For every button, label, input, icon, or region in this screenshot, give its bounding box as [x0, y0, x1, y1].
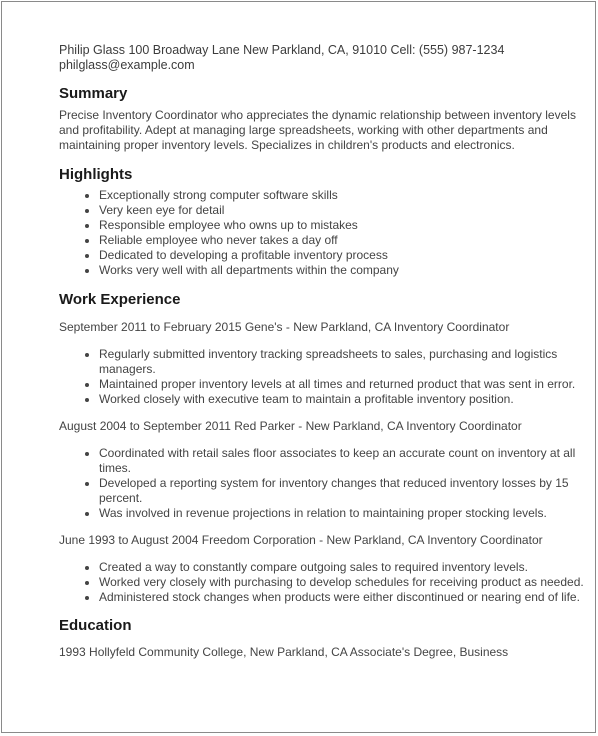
job-bullets [59, 347, 589, 407]
contact-email: philglass@example.com [59, 58, 195, 72]
work-heading: Work Experience [59, 291, 181, 308]
education-text: 1993 Hollyfeld Community College, New Parkland, CA Associate's Degree, Business [59, 645, 509, 659]
list-item: • Responsible employee who owns up to mistakes [99, 218, 589, 233]
contact-info [59, 43, 589, 73]
list-item: • Created a way to constantly compare outgoing sales to required inventory levels. [99, 560, 589, 575]
list-item: • Worked closely with executive team to maintain a profitable inventory position. [99, 392, 589, 407]
list-item: • Administered stock changes when products were either discontinued or nearing end of life. [99, 590, 589, 605]
resume-content [59, 43, 589, 660]
summary-text: Precise Inventory Coordinator who appreciates the dynamic relationship between inventory levels and profitability. Adept at managing large spreadsheets, working with other departments and maintaining proper inventory levels. Specializes in children's products and electronics. [59, 108, 576, 152]
job-header: September 2011 to February 2015 Gene's - New Parkland, CA Inventory Coordinator [59, 320, 510, 334]
resume-page [1, 1, 596, 733]
job-bullets [59, 560, 589, 605]
list-item: • Was involved in revenue projections in relation to maintaining proper stocking levels. [99, 506, 589, 521]
contact-line: Philip Glass 100 Broadway Lane New Parkland, CA, 91010 Cell: (555) 987-1234 [59, 43, 505, 57]
list-item: • Reliable employee who never takes a day off [99, 233, 589, 248]
list-item: • Regularly submitted inventory tracking spreadsheets to sales, purchasing and logistics managers. [99, 347, 589, 377]
list-item: • Developed a reporting system for inventory changes that reduced inventory losses by 15 percent. [99, 476, 589, 506]
summary-heading: Summary [59, 85, 128, 102]
list-item: • Very keen eye for detail [99, 203, 589, 218]
list-item: • Works very well with all departments within the company [99, 263, 589, 278]
list-item: • Coordinated with retail sales floor associates to keep an accurate count on inventory at all times. [99, 446, 589, 476]
job-bullets [59, 446, 589, 521]
highlights-list [59, 188, 589, 278]
education-heading: Education [59, 617, 132, 634]
list-item: • Worked very closely with purchasing to develop schedules for receiving product as needed. [99, 575, 589, 590]
job-header: August 2004 to September 2011 Red Parker - New Parkland, CA Inventory Coordinator [59, 419, 522, 433]
list-item: • Dedicated to developing a profitable inventory process [99, 248, 589, 263]
list-item: • Exceptionally strong computer software skills [99, 188, 589, 203]
list-item: • Maintained proper inventory levels at all times and returned product that was sent in error. [99, 377, 589, 392]
highlights-heading: Highlights [59, 166, 133, 183]
job-header: June 1993 to August 2004 Freedom Corporation - New Parkland, CA Inventory Coordinator [59, 533, 543, 547]
